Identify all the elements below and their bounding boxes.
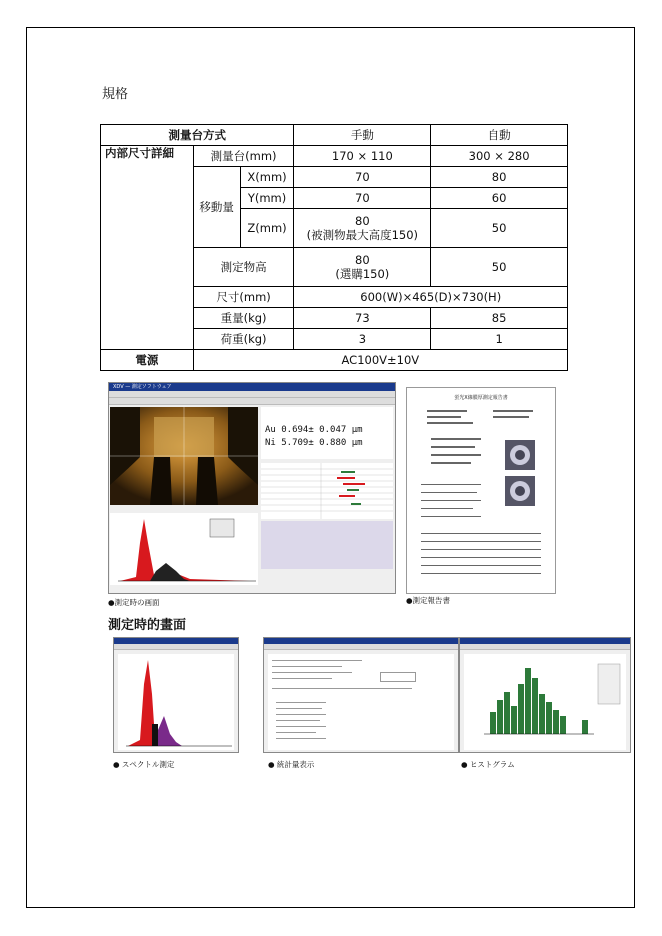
- camera-view: [110, 407, 258, 505]
- header-auto: 自動: [431, 125, 568, 146]
- ni-result: Ni 5.709± 0.880 μm: [265, 438, 363, 448]
- x-label: X(mm): [240, 167, 294, 188]
- height-manual-note: (選購150): [335, 267, 390, 281]
- y-manual: 70: [294, 188, 431, 209]
- data-grid: [261, 463, 393, 519]
- tool-bar: [114, 644, 238, 650]
- stage-manual: 170 × 110: [294, 146, 431, 167]
- report-photo-1: [505, 440, 535, 470]
- report-title: 蛍光X線膜厚測定報告書: [454, 395, 508, 401]
- stats-shot: [263, 637, 459, 753]
- load-auto: 1: [431, 329, 568, 350]
- section-title: 測定時的畫面: [108, 618, 187, 633]
- z-label: Z(mm): [240, 209, 294, 248]
- spectrum-shot: [113, 637, 239, 753]
- spectrum-mini-chart: [110, 513, 258, 585]
- x-auto: 80: [431, 167, 568, 188]
- height-manual-value: 80: [355, 253, 370, 267]
- z-auto: 50: [431, 209, 568, 248]
- y-label: Y(mm): [240, 188, 294, 209]
- histogram-chart: [464, 654, 626, 750]
- histogram-shot: [459, 637, 631, 753]
- y-auto: 60: [431, 188, 568, 209]
- page-heading: 規格: [102, 87, 129, 102]
- stage-label: 測量台(mm): [193, 146, 294, 167]
- menu-bar: [109, 391, 395, 398]
- z-manual: [294, 209, 431, 248]
- caption-measure-screen: ●測定時の画面: [108, 598, 160, 607]
- header-method: 測量台方式: [101, 125, 294, 146]
- blank-pane: [261, 521, 393, 569]
- load-label: 荷重(kg): [193, 329, 294, 350]
- weight-auto: 85: [431, 308, 568, 329]
- report-photo-2: [505, 476, 535, 506]
- spectrum-chart: [118, 654, 234, 750]
- tool-bar: [460, 644, 630, 650]
- caption-histogram: ● ヒストグラム: [461, 760, 515, 769]
- load-manual: 3: [294, 329, 431, 350]
- tool-bar: [109, 398, 395, 405]
- report-image: [406, 387, 556, 594]
- result-pane: [261, 407, 393, 459]
- dim-label: 尺寸(mm): [193, 287, 294, 308]
- stats-pane: [268, 654, 454, 750]
- table-row: [101, 125, 568, 146]
- stage-auto: 300 × 280: [431, 146, 568, 167]
- au-result: Au 0.694± 0.047 μm: [265, 425, 363, 435]
- power-label: 電源: [101, 350, 194, 371]
- power-value: AC100V±10V: [193, 350, 567, 371]
- table-row: [101, 350, 568, 371]
- z-manual-note: (被測物最大高度150): [306, 228, 419, 242]
- caption-stats: ● 統計量表示: [268, 760, 315, 769]
- move-label: 移動量: [193, 167, 240, 248]
- caption-report: ●測定報告書: [406, 596, 451, 605]
- tool-bar: [264, 644, 458, 650]
- weight-manual: 73: [294, 308, 431, 329]
- height-auto: 50: [431, 248, 568, 287]
- weight-label: 重量(kg): [193, 308, 294, 329]
- z-manual-value: 80: [355, 214, 370, 228]
- header-manual: 手動: [294, 125, 431, 146]
- x-manual: 70: [294, 167, 431, 188]
- window-titlebar: XDV — 測定ソフトウェア: [109, 383, 395, 391]
- spec-table: [100, 124, 568, 371]
- internal-size-label: 内部尺寸詳細: [101, 146, 194, 350]
- height-label: 測定物高: [193, 248, 294, 287]
- table-row: [101, 146, 568, 167]
- dim-value: 600(W)×465(D)×730(H): [294, 287, 568, 308]
- measure-screen-shot: [108, 382, 396, 594]
- height-manual: [294, 248, 431, 287]
- caption-spectrum: ● スペクトル測定: [113, 760, 175, 769]
